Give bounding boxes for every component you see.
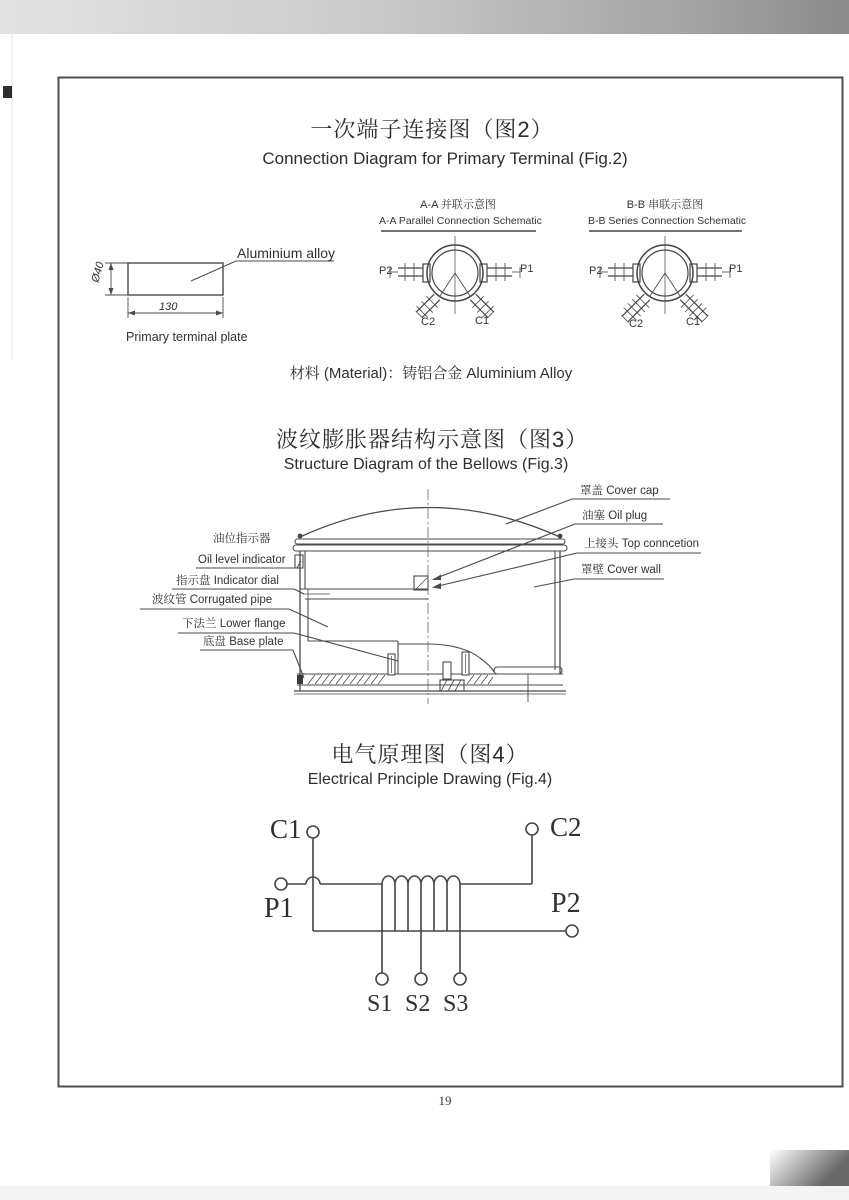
- aa-title-en: A-A Parallel Connection Schematic: [379, 215, 542, 227]
- fig4-title-en: Electrical Principle Drawing (Fig.4): [307, 771, 553, 788]
- circuit-terminal-c1: C1: [270, 814, 302, 844]
- bb-terminal-c2: C2: [629, 318, 644, 330]
- label-oil-level-indicator-cn: 油位指示器: [213, 533, 271, 545]
- circuit-terminal-s3: S3: [443, 991, 469, 1017]
- bb-schematic-drawing: [589, 231, 742, 325]
- label-cover-wall: 罩壁 Cover wall: [581, 564, 661, 576]
- label-cover-cap: 罩盖 Cover cap: [580, 485, 659, 497]
- terminal-plate-drawing: [105, 261, 334, 318]
- label-corrugated-pipe: 波纹管 Corrugated pipe: [152, 594, 273, 606]
- bb-terminal-c1: C1: [686, 316, 701, 328]
- fig2-title-cn: 一次端子连接图（图2）: [310, 117, 554, 142]
- aa-terminal-c1: C1: [475, 315, 490, 327]
- page-number: 19: [438, 1093, 452, 1108]
- circuit-terminal-s2: S2: [405, 991, 431, 1017]
- label-oil-plug: 油塞 Oil plug: [582, 510, 648, 522]
- fig2-title-en: Connection Diagram for Primary Terminal (Fig.2): [262, 149, 628, 168]
- circuit-terminal-c2: C2: [550, 812, 582, 842]
- plate-dim-height: Ø40: [89, 260, 107, 284]
- aa-schematic-drawing: [381, 231, 536, 320]
- bb-title-cn: B-B 串联示意图: [626, 199, 704, 211]
- fig3-title-cn: 波纹膨胀器结构示意图（图3）: [276, 427, 589, 452]
- bb-terminal-p1: P1: [729, 263, 743, 275]
- label-lower-flange: 下法兰 Lower flange: [182, 618, 286, 630]
- bb-terminal-p2: P2: [589, 265, 603, 277]
- label-base-plate: 底盘 Base plate: [203, 636, 284, 648]
- aa-terminal-p2: P2: [379, 265, 393, 277]
- fig4-title-cn: 电气原理图（图4）: [331, 742, 529, 767]
- plate-caption: Primary terminal plate: [126, 330, 248, 344]
- plate-material-label: Aluminium alloy: [237, 245, 336, 261]
- label-oil-level-indicator-en: Oil level indicator: [198, 554, 286, 566]
- material-note: 材料 (Material)：铸铝合金 Aluminium Alloy: [289, 365, 573, 382]
- label-top-connection: 上接头 Top conncetion: [584, 538, 700, 550]
- circuit-terminal-p2: P2: [551, 888, 581, 919]
- aa-title-cn: A-A 并联示意图: [420, 199, 496, 211]
- aa-terminal-p1: P1: [520, 263, 534, 275]
- bb-title-en: B-B Series Connection Schematic: [588, 215, 747, 227]
- fig3-title-en: Structure Diagram of the Bellows (Fig.3): [283, 456, 569, 473]
- plate-dim-width: 130: [159, 301, 178, 313]
- circuit-terminal-p1: P1: [264, 893, 294, 924]
- circuit-terminal-s1: S1: [367, 991, 393, 1017]
- circuit-drawing: [275, 823, 578, 985]
- label-indicator-dial: 指示盘 Indicator dial: [176, 575, 279, 587]
- aa-terminal-c2: C2: [421, 316, 436, 328]
